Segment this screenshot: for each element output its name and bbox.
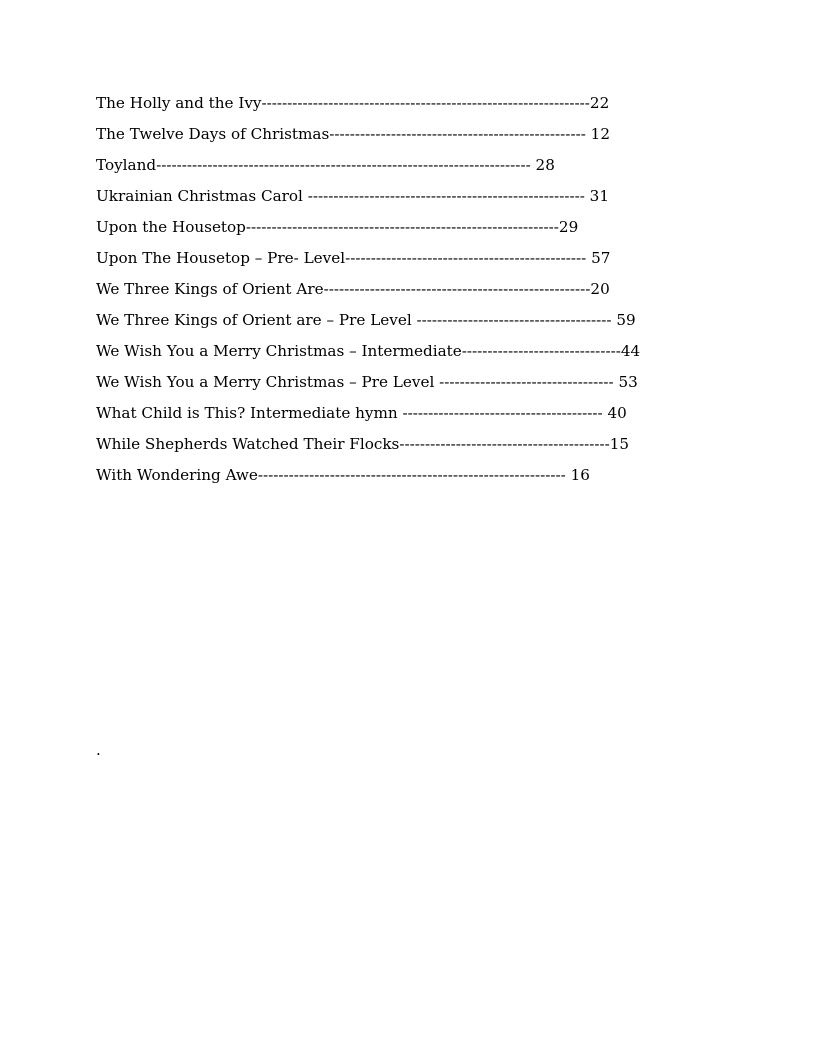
toc-entry-what-child-is-this: What Child is This? Intermediate hymn --------------------------------------- 40 <box>96 404 627 422</box>
toc-entry-we-three-kings-pre-level: We Three Kings of Orient are – Pre Level -------------------------------------- 59 <box>96 311 636 329</box>
toc-entry-while-shepherds: While Shepherds Watched Their Flocks-----------------------------------------15 <box>96 435 630 453</box>
table-of-contents <box>96 90 696 493</box>
toc-entry-merry-christmas-pre-level: We Wish You a Merry Christmas – Pre Level ---------------------------------- 53 <box>96 373 638 391</box>
toc-entry-with-wondering-awe: With Wondering Awe------------------------------------------------------------ 16 <box>96 466 590 484</box>
toc-entry-ukrainian-carol: Ukrainian Christmas Carol ------------------------------------------------------ 31 <box>96 187 610 205</box>
toc-entry-upon-the-housetop: Upon the Housetop-------------------------------------------------------------29 <box>96 218 579 236</box>
page-dot: . <box>96 741 101 759</box>
toc-entry-we-three-kings: We Three Kings of Orient Are----------------------------------------------------20 <box>96 280 610 298</box>
toc-entry-upon-the-housetop-pre-level: Upon The Housetop – Pre- Level----------------------------------------------- 57 <box>96 249 611 267</box>
toc-entry-toyland: Toyland------------------------------------------------------------------------- 28 <box>96 156 555 174</box>
toc-entry-twelve-days: The Twelve Days of Christmas-------------------------------------------------- 12 <box>96 125 610 143</box>
toc-entry-merry-christmas-intermediate: We Wish You a Merry Christmas – Intermediate-------------------------------44 <box>96 342 641 360</box>
toc-entry-holly-and-ivy: The Holly and the Ivy----------------------------------------------------------------22 <box>96 94 610 112</box>
